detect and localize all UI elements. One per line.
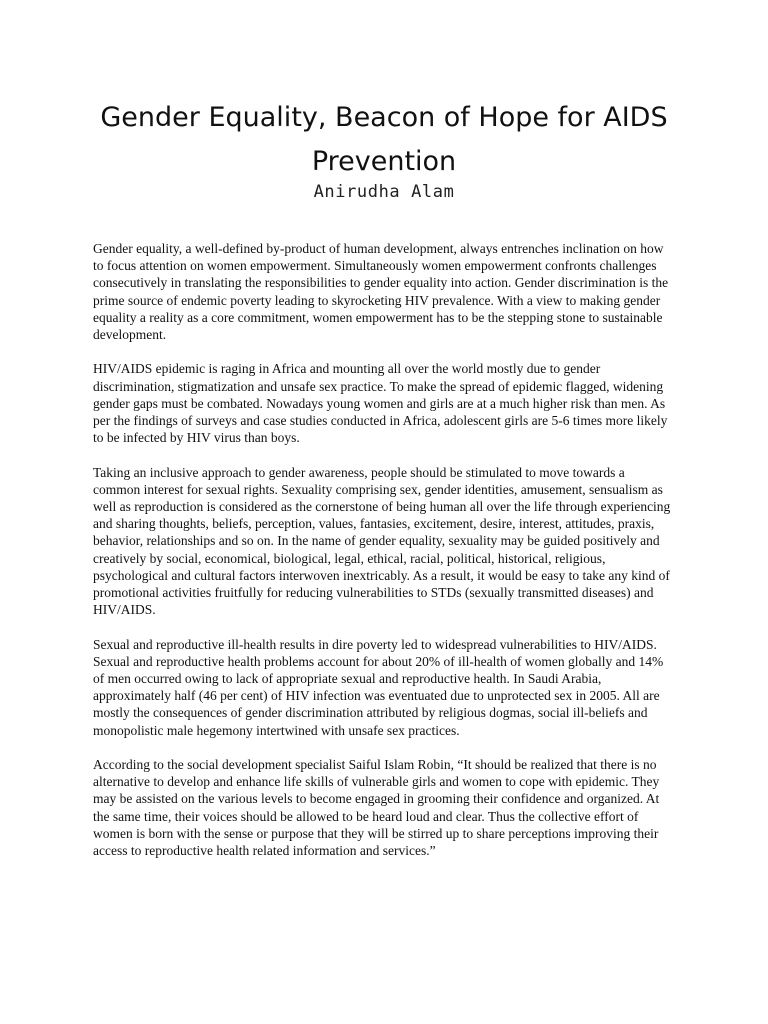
document-author: Anirudha Alam <box>313 182 455 202</box>
body-paragraph: Sexual and reproductive ill-health results in dire poverty led to widespread vulnerabilities to HIV/AIDS. Sexual and reproductive health problems account for about 20% of ill-health of women globally and 14% of men occurred owing to lack of appropriate sexual and reproductive health. In Saudi Arabia, approximately half (46 per cent) of HIV infection was eventuated due to unprotected sex in 2005. All are mostly the consequences of gender discrimination attributed by religious dogmas, social ill-beliefs and monopolistic male hegemony intertwined with unsafe sex practices. <box>93 636 664 738</box>
body-paragraph: According to the social development specialist Saiful Islam Robin, “It should be realized that there is no alternative to develop and enhance life skills of vulnerable girls and women to cope with epidemic. They may be assisted on the various levels to become engaged in grooming their confidence and organized. At the same time, their voices should be allowed to be heard loud and clear. Thus the collective effort of women is born with the sense or purpose that they will be stirred up to share perceptions improving their access to reproductive health related information and services.” <box>93 757 660 859</box>
body-paragraph: Gender equality, a well-defined by-product of human development, always entrenches inclination on how to focus attention on women empowerment. Simultaneously women empowerment confronts challenges consecutively in translating the responsibilities to gender equality into action. Gender discrimination is the prime source of endemic poverty leading to skyrocketing HIV prevalence. With a view to making gender equality a reality as a core commitment, women empowerment has to be the stepping stone to sustainable development. <box>93 241 669 343</box>
document-title: Gender Equality, Beacon of Hope for AIDS Prevention <box>100 102 668 177</box>
body-paragraph: Taking an inclusive approach to gender awareness, people should be stimulated to move towards a common interest for sexual rights. Sexuality comprising sex, gender identities, amusement, sensualism as well as reproduction is considered as the cornerstone of being human all over the life through experiencing and sharing thoughts, beliefs, perception, values, fantasies, excitement, desire, interest, attitudes, praxis, behavior, relationships and so on. In the name of gender equality, sexuality may be guided positively and creatively by social, economical, biological, legal, ethical, racial, political, historical, religious, psychological and cultural factors interwoven inextricably. As a result, it would be easy to take any kind of promotional activities fruitfully for reducing vulnerabilities to STDs (sexually transmitted diseases) and HIV/AIDS. <box>93 464 671 618</box>
body-paragraph: HIV/AIDS epidemic is raging in Africa and mounting all over the world mostly due to gender discrimination, stigmatization and unsafe sex practice. To make the spread of epidemic flagged, widening gender gaps must be combated. Nowadays young women and girls are at a much higher risk than men. As per the findings of surveys and case studies conducted in Africa, adolescent girls are 5-6 times more likely to be infected by HIV virus than boys. <box>93 361 668 446</box>
document-body <box>93 240 675 876</box>
